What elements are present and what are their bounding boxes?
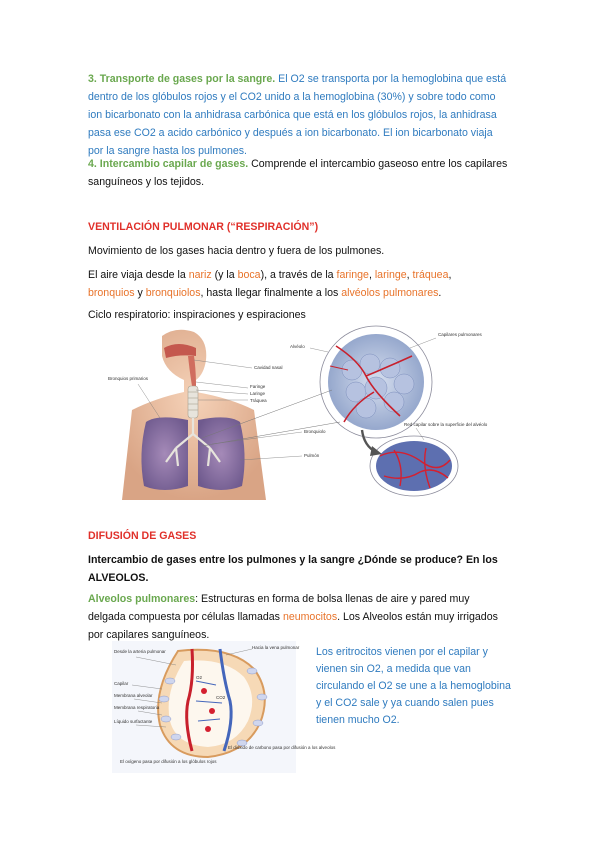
- term-bronquios: bronquios: [88, 287, 135, 299]
- label-alveolo: Alvéolo: [290, 344, 305, 349]
- text-fragment: (y la: [211, 269, 238, 281]
- ventilacion-p2: [88, 266, 508, 302]
- text-fragment: y: [134, 287, 146, 299]
- label-o2: O2: [196, 675, 203, 680]
- text-fragment: . Los Alveolos están muy irrigados por capilares sanguíneos.: [88, 611, 498, 641]
- ventilacion-heading: VENTILACIÓN PULMONAR (“RESPIRACIÓN”): [88, 221, 319, 233]
- difusion-p2: [88, 590, 508, 644]
- label-cavidad-nasal: Cavidad nasal: [254, 365, 283, 370]
- text-fragment: , hasta llegar finalmente a los: [200, 287, 342, 299]
- term-neumocitos: neumocitos: [282, 611, 338, 623]
- label-bronquios-primarios: Bronquios primarios: [108, 376, 149, 381]
- difusion-heading: DIFUSIÓN DE GASES: [88, 530, 197, 542]
- term-bronquiolos: bronquiolos: [145, 287, 201, 299]
- term-faringe: faringe: [336, 269, 369, 281]
- label-faringe: Faringe: [250, 384, 266, 389]
- term-boca: boca: [237, 269, 261, 281]
- term-alveolos: alvéolos pulmonares: [341, 287, 439, 299]
- section-3-title: 3. Transporte de gases por la sangre.: [88, 73, 276, 85]
- label-laringe: Laringe: [250, 391, 266, 396]
- label-bronquiolo: Bronquiolo: [304, 429, 326, 434]
- section-4-body: Comprende el intercambio gaseoso entre los capilares sanguíneos y los tejidos.: [88, 158, 508, 188]
- text-fragment: : Estructuras en forma de bolsa llenas de aire y pared muy delgada compuesta por células llamadas: [88, 593, 470, 623]
- ventilacion-p1: Movimiento de los gases hacia dentro y fuera de los pulmones.: [88, 245, 385, 257]
- label-traquea: Tráquea: [250, 398, 267, 403]
- section-3-body: El O2 se transporta por la hemoglobina que está dentro de los glóbulos rojos y el CO2 unido a la hemoglobina (30%) y sobre todo como ion bicarbonato con la anhidrasa carbónica que está en los glóbulos rojos, la anhidrasa pasa ese CO2 a acido carbónico y después a ion bicarbonato. El ion bicarbonato viaja por la sangre hasta los pulmones.: [88, 73, 507, 157]
- term-laringe: laringe: [374, 269, 407, 281]
- ventilacion-p3: Ciclo respiratorio: inspiraciones y espiraciones: [88, 309, 306, 321]
- label-membrana-alveolar: Membrana alveolar: [114, 693, 153, 698]
- text-fragment: ,: [448, 269, 452, 281]
- term-traquea: tráquea: [412, 269, 449, 281]
- section-4-paragraph: [88, 155, 508, 191]
- label-hacia-vena: Hacia la vena pulmonar: [252, 645, 300, 650]
- label-red-capilar: Red capilar sobre la superficie del alvéolo: [404, 422, 488, 427]
- text-fragment: .: [438, 287, 442, 299]
- label-liquido-surfactante: Líquido surfactante: [114, 719, 153, 724]
- gas-exchange-figure: [112, 641, 336, 773]
- eritrocitos-note: Los eritrocitos vienen por el capilar y vienen sin O2, a medida que van circulando el O2 se une a la hemoglobina y el CO2 sale y ya cuando salen pues tienen mucho O2.: [316, 646, 511, 726]
- label-desde-arteria: Desde la arteria pulmonar: [114, 649, 166, 654]
- label-membrana-respiratoria: Membrana respiratoria: [114, 705, 160, 710]
- term-nariz: nariz: [188, 269, 212, 281]
- section-4-title: 4. Intercambio capilar de gases.: [88, 158, 249, 170]
- label-dioxido-difusion: El dióxido de carbono pasa por difusión a los alveolos: [228, 745, 336, 750]
- capillary-network-illustration: [370, 436, 458, 496]
- difusion-p1: Intercambio de gases entre los pulmones y la sangre ¿Dónde se produce? En los ALVEOLOS.: [88, 554, 498, 584]
- label-pulmon: Pulmón: [304, 453, 320, 458]
- label-capilar: Capilar: [114, 681, 129, 686]
- label-co2: CO2: [216, 695, 226, 700]
- human-torso-illustration: [122, 330, 266, 500]
- text-fragment: ,: [406, 269, 413, 281]
- label-capilares: Capilares pulmonares: [438, 332, 482, 337]
- text-fragment: ,: [368, 269, 375, 281]
- respiratory-system-figure: [104, 326, 488, 500]
- section-3-paragraph: [88, 70, 508, 160]
- text-fragment: El aire viaja desde la: [88, 269, 189, 281]
- label-oxigeno-difusion: El oxígeno pasa por difusión a los glóbulos rojos: [120, 759, 217, 764]
- term-alveolos-pulmonares: Alveolos pulmonares: [88, 593, 196, 605]
- text-fragment: ), a través de la: [260, 269, 337, 281]
